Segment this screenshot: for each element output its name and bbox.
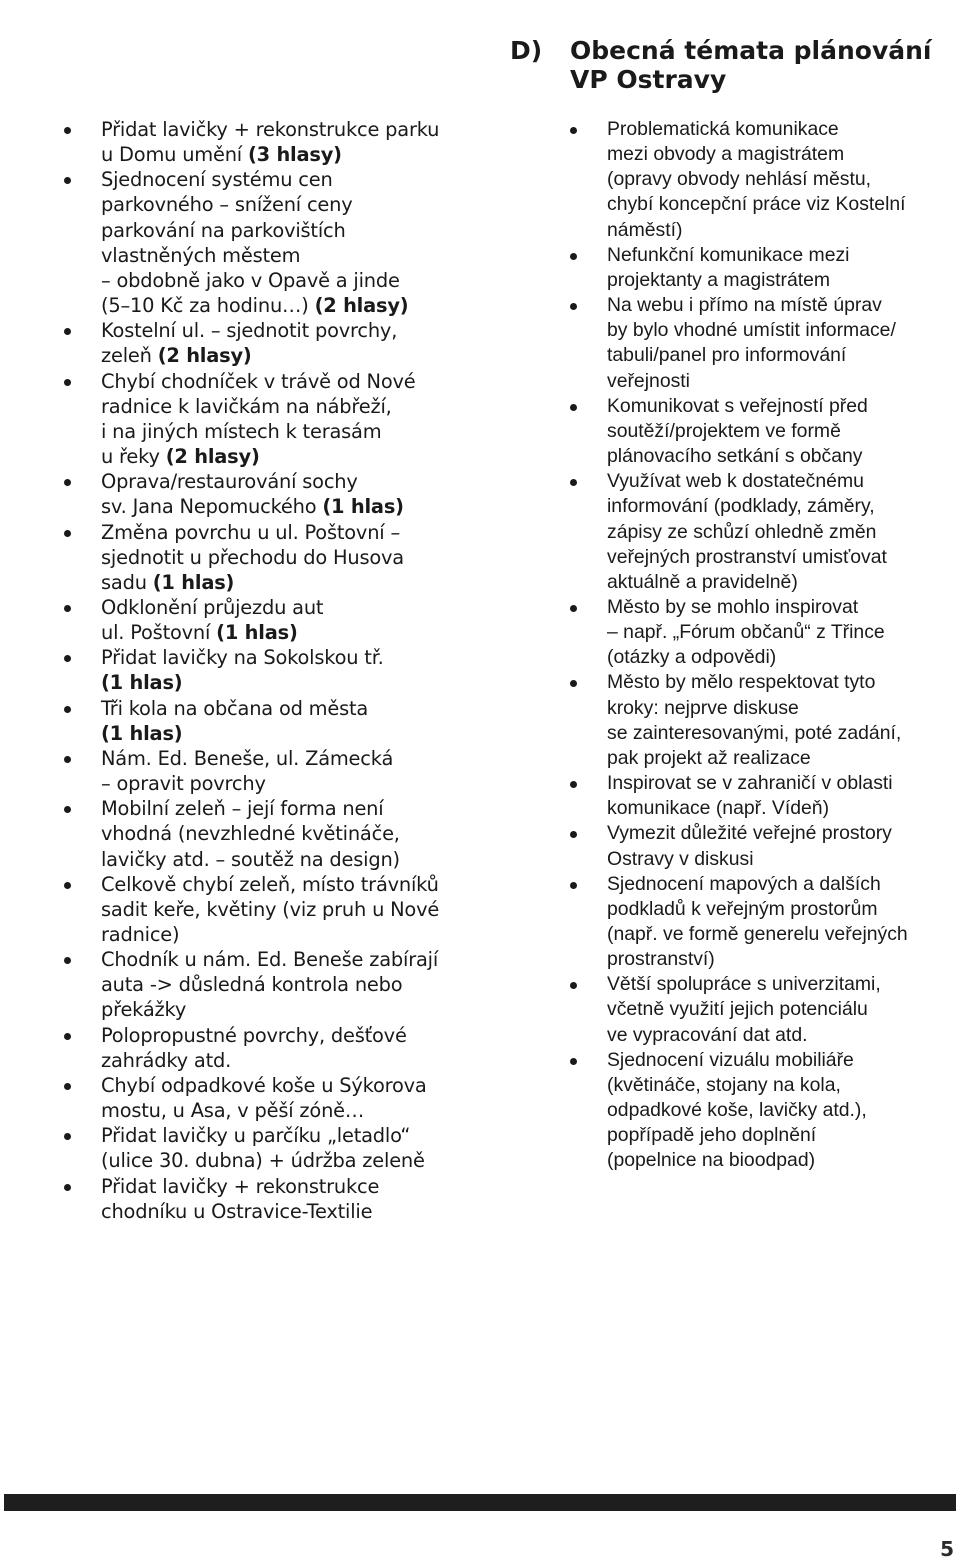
list-item-text: Přidat lavičky + rekonstrukce parku u Domu umění (101, 118, 440, 167)
list-item-text: Na webu i přímo na místě úprav by bylo vhodné umístit informace/ tabuli/panel pro informování veřejnosti (607, 294, 896, 392)
vote-count: (3 hlasy) (247, 143, 342, 167)
list-item-text: Oprava/restaurování sochy sv. Jana Nepomuckého (101, 470, 358, 519)
list-item-text: Město by se mohlo inspirovat – např. „Fórum občanů“ z Třince (otázky a odpovědi) (607, 595, 885, 669)
vote-count: (1 hlas) (216, 621, 298, 645)
vote-count: (2 hlasy) (314, 294, 409, 318)
right-list-item (607, 821, 957, 871)
left-list-item (101, 1174, 461, 1224)
right-list-item (607, 293, 957, 394)
left-list-item (101, 645, 461, 695)
left-list-item (101, 117, 461, 167)
list-item-text: Chybí chodníček v trávě od Nové radnice k lavičkám na nábřeží, i na jiných místech k terasám u řeky (101, 369, 416, 469)
list-item-text: Tři kola na občana od města (101, 696, 369, 720)
vote-count: (1 hlas) (322, 495, 404, 519)
right-list-item (607, 595, 957, 670)
list-item-text: Sjednocení vizuálu mobiliáře (květináče, stojany na kola, odpadkové koše, lavičky atd.), popřípadě jeho doplnění (popelnice na bioodpad) (607, 1048, 867, 1172)
right-list-item (607, 872, 957, 973)
list-item-text: Chodník u nám. Ed. Beneše zabírají auta -> důsledná kontrola nebo překážky (101, 948, 439, 1022)
left-list-item (101, 1123, 461, 1173)
left-list-item (101, 469, 461, 519)
list-item-text: Odklonění průjezdu aut ul. Poštovní (101, 595, 324, 645)
list-item-text: Nám. Ed. Beneše, ul. Zámecká – opravit povrchy (101, 746, 394, 796)
section-title: Obecná témata plánování VP Ostravy (570, 36, 932, 94)
list-item-text: Přidat lavičky u parčíku „letadlo“ (ulice 30. dubna) + údržba zeleně (101, 1124, 425, 1173)
list-item-text: Vymezit důležité veřejné prostory Ostravy v diskusi (607, 822, 892, 870)
left-list-item (101, 167, 461, 318)
left-list-item (101, 746, 461, 796)
list-item-text: Nefunkční komunikace mezi projektanty a magistrátem (607, 243, 850, 291)
vote-count: (1 hlas) (101, 721, 183, 745)
left-list-item (101, 1023, 461, 1073)
list-item-text: Polopropustné povrchy, dešťové zahrádky atd. (101, 1023, 407, 1072)
vote-count: (2 hlasy) (157, 344, 252, 368)
list-item-text: Větší spolupráce s univerzitami, včetně využití jejich potenciálu ve vypracování dat atd. (607, 973, 881, 1046)
list-item-text: Přidat lavičky na Sokolskou tř. (101, 646, 384, 670)
page-number: 5 (940, 1537, 954, 1561)
vote-count: (2 hlasy) (165, 445, 260, 469)
left-bullet-list (101, 117, 461, 1224)
list-item-text: Chybí odpadkové koše u Sýkorova mostu, u Asa, v pěší zóně… (101, 1073, 427, 1123)
right-list-item (607, 1048, 957, 1174)
right-list-item (607, 469, 957, 595)
vote-count: (1 hlas) (101, 671, 183, 695)
left-list-item (101, 520, 461, 595)
right-list-item (607, 771, 957, 821)
left-list-item (101, 595, 461, 645)
list-item-text: Celkově chybí zeleň, místo trávníků sadit keře, květiny (viz pruh u Nové radnice) (101, 872, 440, 946)
right-list-item (607, 670, 957, 771)
list-item-text: Inspirovat se v zahraničí v oblasti komunikace (např. Vídeň) (607, 772, 893, 820)
left-list-item (101, 696, 461, 746)
list-item-text: Sjednocení mapových a dalších podkladů k veřejným prostorům (např. ve formě generelu veřejných prostranství) (607, 872, 908, 971)
left-list-item (101, 369, 461, 470)
left-list-item (101, 1073, 461, 1123)
right-list-item (607, 117, 957, 243)
vote-count: (1 hlas) (152, 570, 235, 594)
right-bullet-list (607, 117, 957, 1174)
list-item-text: Komunikovat s veřejností před soutěží/projektem ve formě plánovacího setkání s občany (607, 394, 868, 468)
list-item-text: Město by mělo respektovat tyto kroky: nejprve diskuse se zainteresovanými, poté zadání, pak projekt až realizace (607, 671, 902, 769)
list-item-text: Sjednocení systému cen parkovného – snížení ceny parkování na parkovištích vlastněných městem – obdobně jako v Opavě a jinde (5–10 Kč za hodinu…) (101, 168, 400, 318)
list-item-text: Problematická komunikace mezi obvody a magistrátem (opravy obvody nehlásí městu, chybí koncepční práce viz Kostelní náměstí) (607, 118, 906, 241)
list-item-text: Mobilní zeleň – její forma není vhodná (nevzhledné květináče, lavičky atd. – soutěž na design) (101, 797, 400, 871)
list-item-text: Přidat lavičky + rekonstrukce chodníku u Ostravice-Textilie (101, 1174, 380, 1223)
right-list-item (607, 972, 957, 1047)
left-list-item (101, 872, 461, 947)
left-list-item (101, 796, 461, 871)
section-letter: D) (510, 36, 543, 65)
left-list-item (101, 947, 461, 1022)
list-item-text: Kostelní ul. – sjednotit povrchy, zeleň (101, 319, 398, 368)
list-item-text: Využívat web k dostatečnému informování (podklady, záměry, zápisy ze schůzí ohledně změn veřejných prostranství umisťovat aktuálně a pravidelně) (607, 470, 887, 593)
list-item-text: Změna povrchu u ul. Poštovní – sjednotit u přechodu do Husova sadu (101, 520, 404, 594)
left-list-item (101, 318, 461, 368)
right-list-item (607, 243, 957, 293)
right-list-item (607, 394, 957, 469)
footer-bar (4, 1494, 956, 1511)
